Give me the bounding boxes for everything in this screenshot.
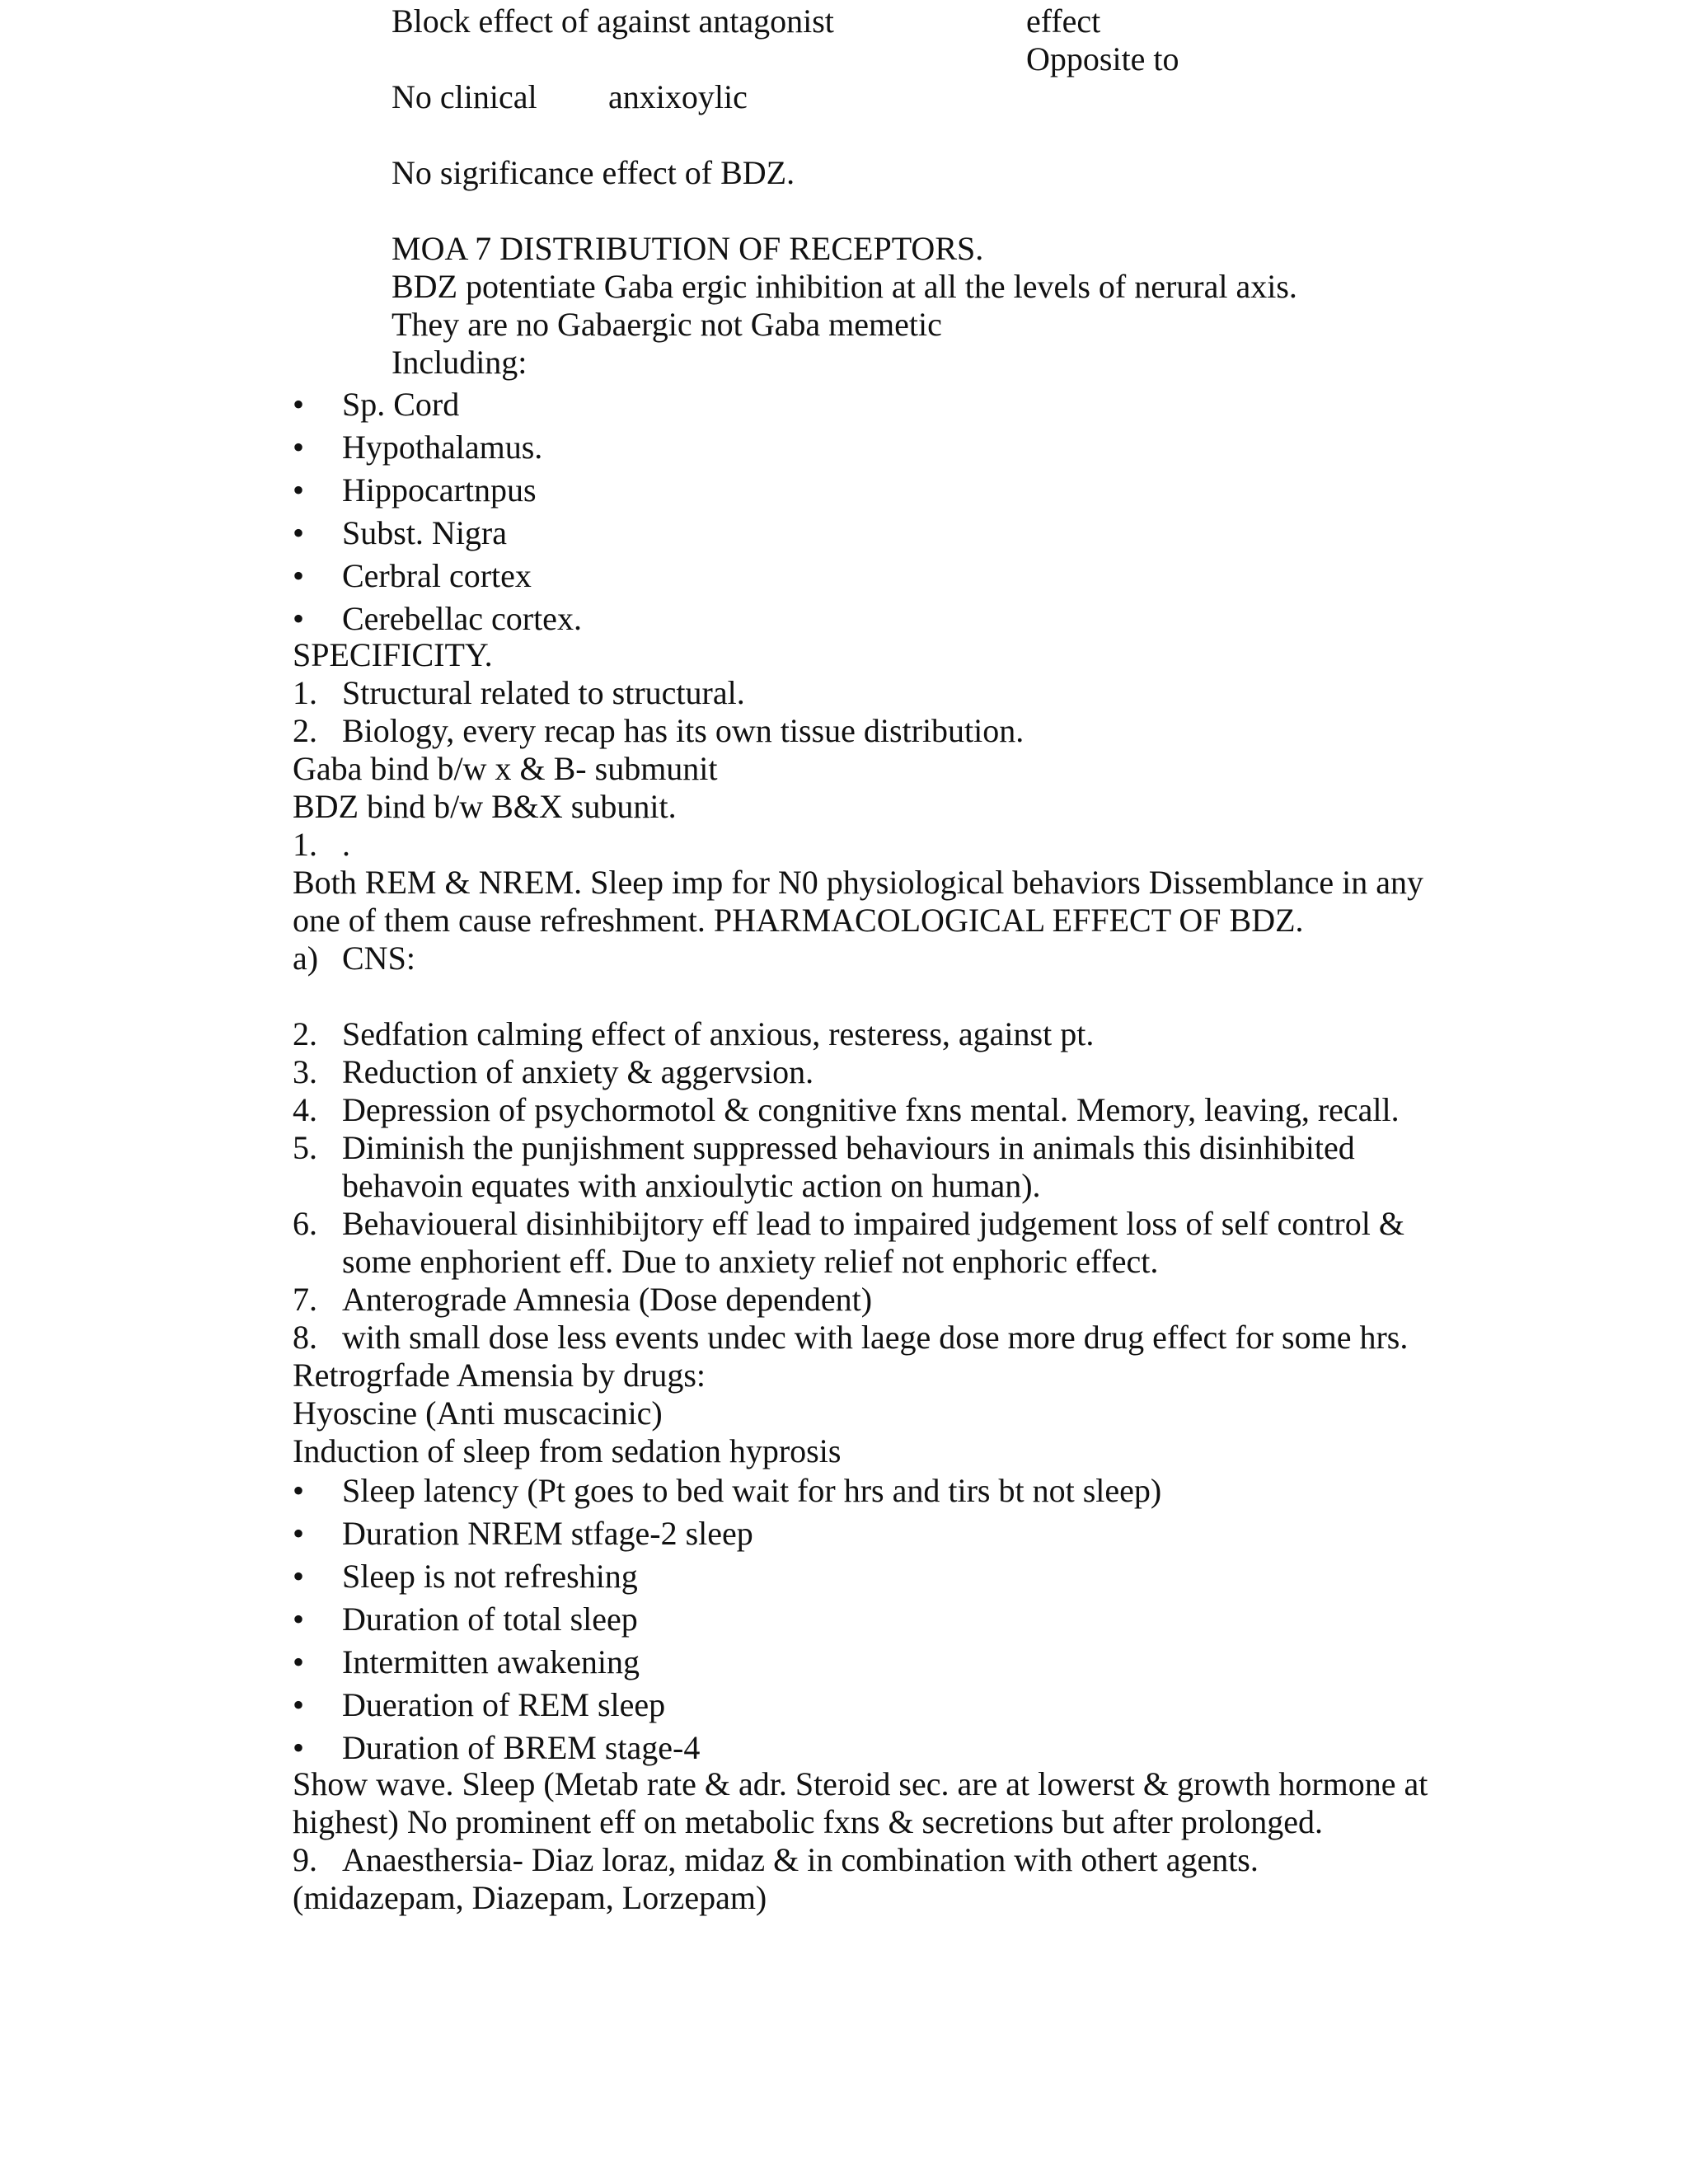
text-line: Including: [392, 344, 528, 381]
list-item: . [342, 826, 350, 863]
list-item: Dueration of REM sleep [342, 1686, 666, 1723]
list-item: Cerebellac cortex. [342, 600, 582, 637]
list-item: Depression of psychormotol & congnitive fxns mental. Memory, leaving, recall. [342, 1091, 1400, 1128]
text-line: Gaba bind b/w x & B- submunit [293, 750, 718, 787]
list-item: Intermitten awakening [342, 1643, 640, 1680]
text-line: anxixoylic [608, 78, 748, 115]
list-number: 4. [293, 1091, 317, 1128]
bullet-icon: • [293, 471, 305, 509]
text-line: Both REM & NREM. Sleep imp for N0 physiological behaviors Dissemblance in any [293, 864, 1424, 901]
list-item: Hypothalamus. [342, 429, 543, 466]
section-heading: MOA 7 DISTRIBUTION OF RECEPTORS. [392, 230, 984, 267]
bullet-icon: • [293, 600, 305, 637]
text-line: No sigrificance effect of BDZ. [392, 154, 795, 191]
text-line: Hyoscine (Anti muscacinic) [293, 1394, 663, 1432]
text-line: Induction of sleep from sedation hyprosis [293, 1432, 842, 1469]
list-item: Anterograde Amnesia (Dose dependent) [342, 1281, 873, 1318]
list-item: Structural related to structural. [342, 674, 745, 711]
list-item: with small dose less events undec with laege dose more drug effect for some hrs. [342, 1319, 1409, 1356]
text-line: highest) No prominent eff on metabolic fxns & secretions but after prolonged. [293, 1803, 1324, 1840]
bullet-icon: • [293, 557, 305, 594]
list-number: 9. [293, 1841, 317, 1878]
list-item: Diminish the punjishment suppressed behaviours in animals this disinhibited [342, 1129, 1355, 1166]
bullet-icon: • [293, 1729, 305, 1766]
text-line: BDZ bind b/w B&X subunit. [293, 788, 677, 825]
text-line: CNS: [342, 940, 415, 977]
text-line: They are no Gabaergic not Gaba memetic [392, 306, 942, 343]
list-item: Behavioueral disinhibijtory eff lead to impaired judgement loss of self control & [342, 1205, 1404, 1242]
list-item: Anaesthersia- Diaz loraz, midaz & in combination with othert agents. [342, 1841, 1259, 1878]
list-number: 6. [293, 1205, 317, 1242]
list-item: Duration of BREM stage-4 [342, 1729, 701, 1766]
section-heading: SPECIFICITY. [293, 636, 493, 673]
bullet-icon: • [293, 1558, 305, 1595]
text-line: (midazepam, Diazepam, Lorzepam) [293, 1879, 767, 1916]
list-item: Sleep is not refreshing [342, 1558, 638, 1595]
bullet-icon: • [293, 514, 305, 551]
list-number: 7. [293, 1281, 317, 1318]
list-item: Sleep latency (Pt goes to bed wait for hrs and tirs bt not sleep) [342, 1472, 1162, 1509]
bullet-icon: • [293, 1601, 305, 1638]
text-line: Block effect of against antagonist [392, 2, 834, 40]
list-item: Reduction of anxiety & aggervsion. [342, 1053, 814, 1090]
list-item: Sp. Cord [342, 386, 460, 423]
text-line: Retrogrfade Amensia by drugs: [293, 1357, 706, 1394]
text-line: No clinical [392, 78, 537, 115]
list-item: Subst. Nigra [342, 514, 507, 551]
list-number: a) [293, 940, 319, 977]
text-line: one of them cause refreshment. PHARMACOLOGICAL EFFECT OF BDZ. [293, 902, 1304, 939]
list-number: 3. [293, 1053, 317, 1090]
list-number: 5. [293, 1129, 317, 1166]
list-item: Hippocartnpus [342, 471, 537, 509]
list-item-continuation: behavoin equates with anxioulytic action on human). [342, 1167, 1041, 1204]
list-number: 1. [293, 826, 317, 863]
text-line: BDZ potentiate Gaba ergic inhibition at all the levels of nerural axis. [392, 268, 1297, 305]
text-line: Opposite to [1026, 40, 1179, 77]
text-line: effect [1026, 2, 1101, 40]
bullet-icon: • [293, 386, 305, 423]
bullet-icon: • [293, 1472, 305, 1509]
list-item: Duration NREM stfage-2 sleep [342, 1515, 753, 1552]
list-number: 1. [293, 674, 317, 711]
bullet-icon: • [293, 1515, 305, 1552]
list-number: 2. [293, 712, 317, 749]
list-item: Duration of total sleep [342, 1601, 638, 1638]
bullet-icon: • [293, 1686, 305, 1723]
list-item: Cerbral cortex [342, 557, 532, 594]
text-line: Show wave. Sleep (Metab rate & adr. Steroid sec. are at lowerst & growth hormone at [293, 1765, 1428, 1802]
list-number: 2. [293, 1015, 317, 1052]
list-item-continuation: some enphorient eff. Due to anxiety relief not enphoric effect. [342, 1243, 1159, 1280]
list-number: 8. [293, 1319, 317, 1356]
bullet-icon: • [293, 1643, 305, 1680]
list-item: Sedfation calming effect of anxious, resteress, against pt. [342, 1015, 1095, 1052]
bullet-icon: • [293, 429, 305, 466]
list-item: Biology, every recap has its own tissue distribution. [342, 712, 1025, 749]
